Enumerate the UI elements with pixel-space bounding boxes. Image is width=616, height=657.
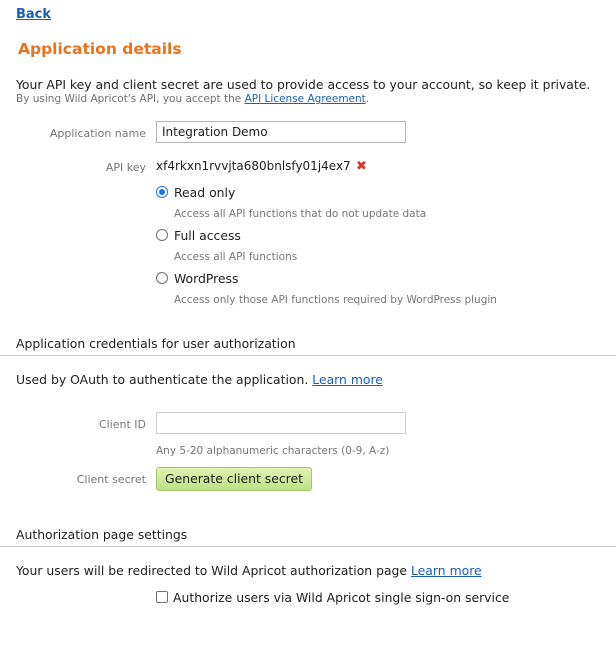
radio-read-only-label[interactable]: Read only: [174, 185, 236, 200]
client-id-hint: Any 5-20 alphanumeric characters (0-9, A-z): [156, 445, 390, 457]
api-license-link[interactable]: API License Agreement: [244, 93, 366, 105]
page-title: Application details: [18, 40, 182, 58]
radio-read-only[interactable]: [156, 186, 168, 198]
radio-wordpress[interactable]: [156, 272, 168, 284]
authorization-divider: [0, 546, 616, 547]
radio-wordpress-label[interactable]: WordPress: [174, 271, 239, 286]
authorization-description: [16, 563, 482, 578]
license-prefix: By using Wild Apricot's API, you accept the: [16, 93, 245, 105]
radio-full-access[interactable]: [156, 229, 168, 241]
client-id-input[interactable]: [156, 412, 406, 434]
sso-checkbox-label[interactable]: Authorize users via Wild Apricot single sign-on service: [173, 590, 510, 605]
sso-checkbox[interactable]: [156, 591, 168, 603]
generate-client-secret-button[interactable]: Generate client secret: [156, 467, 312, 491]
radio-full-access-description: Access all API functions: [174, 251, 298, 263]
authorization-description-text: Your users will be redirected to Wild Apricot authorization page: [16, 563, 408, 578]
intro-text: Your API key and client secret are used to provide access to your account, so keep it private.: [16, 77, 591, 92]
credentials-description-text: Used by OAuth to authenticate the application.: [16, 372, 309, 387]
credentials-description: [16, 372, 383, 387]
remove-api-key-icon[interactable]: ✖: [356, 159, 367, 174]
license-suffix: .: [365, 93, 370, 105]
radio-wordpress-description: Access only those API functions required by WordPress plugin: [174, 294, 497, 306]
credentials-heading: Application credentials for user authorization: [16, 336, 296, 351]
client-secret-label: Client secret: [76, 473, 146, 486]
api-key-value: xf4rkxn1rvvjta680bnlsfy01j4ex7: [156, 159, 351, 173]
api-key-label: API key: [105, 161, 146, 174]
back-link[interactable]: Back: [16, 7, 52, 22]
application-name-label: Application name: [49, 127, 146, 140]
radio-read-only-description: Access all API functions that do not update data: [174, 208, 427, 220]
client-id-label: Client ID: [98, 418, 146, 431]
application-name-input[interactable]: [156, 121, 406, 143]
license-notice: [16, 93, 369, 105]
credentials-learn-more-link[interactable]: Learn more: [312, 372, 383, 387]
credentials-divider: [0, 355, 616, 356]
authorization-learn-more-link[interactable]: Learn more: [411, 563, 482, 578]
radio-full-access-label[interactable]: Full access: [174, 228, 241, 243]
authorization-heading: Authorization page settings: [16, 527, 188, 542]
